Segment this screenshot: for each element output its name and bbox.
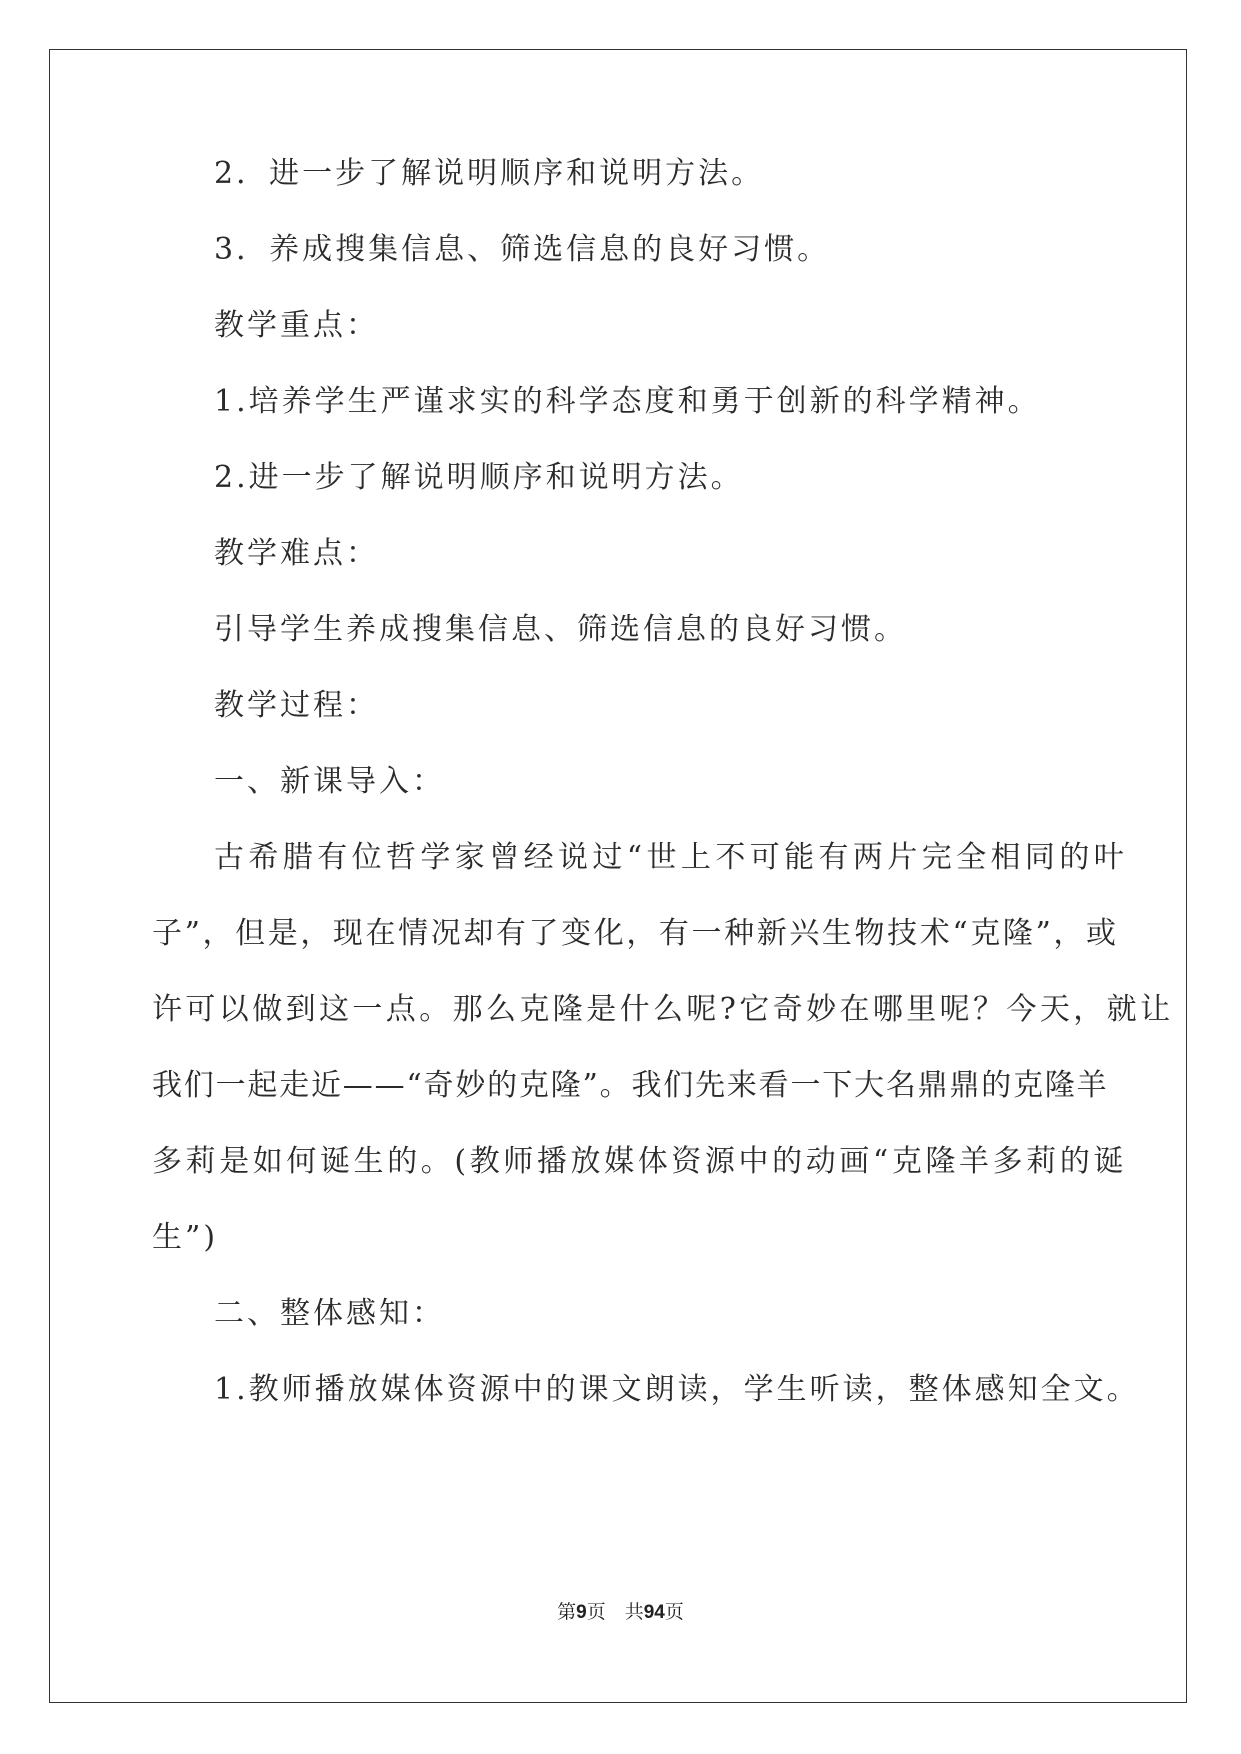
section-heading: 教学重点：	[214, 308, 379, 343]
section-heading: 教学难点：	[214, 536, 379, 571]
text-line: 1.培养学生严谨求实的科学态度和勇于创新的科学精神。	[214, 384, 1041, 419]
footer-middle: 页 共	[586, 1601, 644, 1623]
text-line: 2．进一步了解说明顺序和说明方法。	[214, 156, 765, 191]
paragraph-line: 生”)	[152, 1220, 219, 1255]
section-heading: 一、新课导入：	[214, 764, 445, 799]
page-number-footer	[0, 1597, 1241, 1624]
footer-suffix: 页	[664, 1601, 684, 1623]
section-heading: 二、整体感知：	[214, 1296, 445, 1331]
text-line: 1.教师播放媒体资源中的课文朗读，学生听读，整体感知全文。	[214, 1372, 1140, 1407]
text-line: 2.进一步了解说明顺序和说明方法。	[214, 460, 744, 495]
text-line: 引导学生养成搜集信息、筛选信息的良好习惯。	[214, 612, 907, 647]
section-heading: 教学过程：	[214, 688, 379, 723]
paragraph-line: 古希腊有位哲学家曾经说过“世上不可能有两片完全相同的叶	[214, 840, 1129, 875]
paragraph-line: 子”，但是，现在情况却有了变化，有一种新兴生物技术“克隆”，或	[152, 916, 1119, 951]
current-page-number: 9	[576, 1602, 587, 1623]
footer-prefix: 第	[557, 1601, 577, 1623]
text-line: 3．养成搜集信息、筛选信息的良好习惯。	[214, 232, 831, 267]
total-pages-number: 94	[643, 1602, 665, 1623]
paragraph-line: 我们一起走近——“奇妙的克隆”。我们先来看一下大名鼎鼎的克隆羊	[152, 1068, 1109, 1103]
paragraph-line: 许可以做到这一点。那么克隆是什么呢?它奇妙在哪里呢？今天，就让	[152, 992, 1174, 1027]
paragraph-line: 多莉是如何诞生的。(教师播放媒体资源中的动画“克隆羊多莉的诞	[152, 1144, 1128, 1179]
